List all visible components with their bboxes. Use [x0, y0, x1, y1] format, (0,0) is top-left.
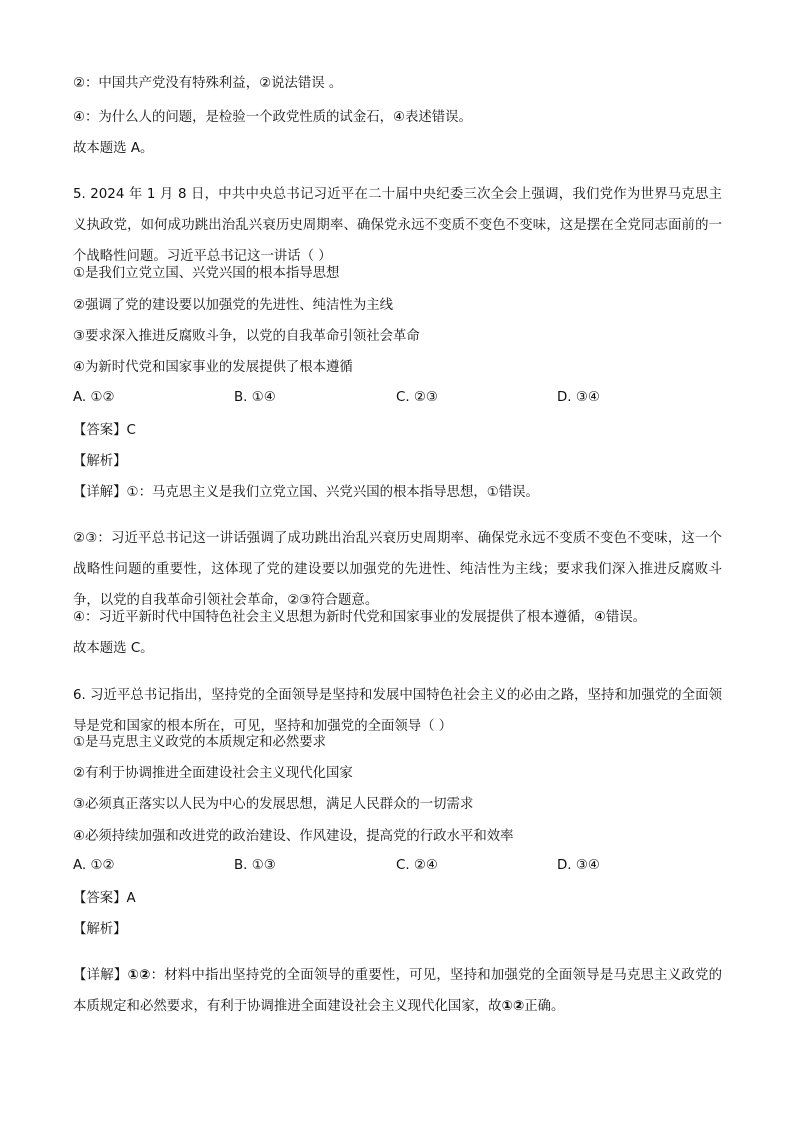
answer-label: 【答案】C [73, 423, 136, 438]
detail-paragraph: ②③：习近平总书记这一讲话强调了成功跳出治乱兴衰历史周期率、确保党永远不变质不变色不变味，这一个战略性问题的重要性，这体现了党的建设要以加强党的先进性、纯洁性为主线；要求我们深入推进反腐败斗争，以党的自我革命引领社会革命，②③符合题意。 [73, 531, 722, 609]
detail-prefix: 【详解】 [73, 968, 128, 984]
question-6-choice: ④必须持续加强和改进党的政治建设、作风建设，提高党的行政水平和效率 [73, 829, 514, 844]
detail-line: ④：习近平新时代中国特色社会主义思想为新时代党和国家事业的发展提供了根本遵循，④错误。 [73, 610, 647, 625]
question-5-choice: ②强调了党的建设要以加强党的先进性、纯洁性为主线 [73, 298, 393, 313]
conclusion-line: 故本题选 C。 [73, 641, 154, 656]
question-5-choice: ④为新时代党和国家事业的发展提供了根本遵循 [73, 360, 353, 375]
option-c: C. ②③ [396, 390, 438, 405]
option-d: D. ③④ [557, 858, 600, 873]
question-5-options [73, 390, 723, 410]
question-6-choice: ①是马克思主义政党的本质规定和必然要求 [73, 735, 327, 750]
option-b: B. ①④ [234, 390, 276, 405]
question-6-options [73, 858, 723, 878]
option-b: B. ①③ [234, 858, 276, 873]
option-c: C. ②④ [396, 858, 438, 873]
detail-end: 正确。 [524, 999, 565, 1015]
question-5-choice: ①是我们立党立国、兴党兴国的根本指导思想 [73, 266, 340, 281]
text-line: ④：为什么人的问题，是检验一个政党性质的试金石，④表述错误。 [73, 110, 472, 125]
text-line: ②：中国共产党没有特殊利益，②说法错误 。 [73, 76, 343, 91]
option-a: A. ①② [73, 390, 115, 405]
detail-paragraph [73, 960, 722, 1022]
answer-label: 【答案】A [73, 891, 136, 906]
detail-bold-marker: ①② [127, 968, 151, 984]
detail-line: 【详解】①：马克思主义是我们立党立国、兴党兴国的根本指导思想，①错误。 [73, 485, 539, 500]
question-6-stem: 6. 习近平总书记指出，坚持党的全面领导是坚持和发展中国特色社会主义的必由之路，坚持和加强党的全面领导是党和国家的根本所在，可见，坚持和加强党的全面领导（ ） [73, 688, 722, 735]
question-5-choice: ③要求深入推进反腐败斗争，以党的自我革命引领社会革命 [73, 329, 420, 344]
text-line: 故本题选 A。 [73, 141, 154, 156]
analysis-label: 【解析】 [73, 454, 127, 469]
option-a: A. ①② [73, 858, 115, 873]
detail-body: ：材料中指出坚持党的全面领导的重要性，可见，坚持和加强党的全面领导是马克思主义政党的本质规定和必然要求，有利于协调推进全面建设社会主义现代化国家，故 [73, 968, 723, 1015]
question-5-stem: 5. 2024 年 1 月 8 日，中共中央总书记习近平在二十届中央纪委三次全会上强调，我们党作为世界马克思主义执政党，如何成功跳出治乱兴衰历史周期率、确保党永远不变质不变色不变味，这是摆在全党同志面前的一个战略性问题。习近平总书记这一讲话（ ） [73, 187, 722, 265]
option-d: D. ③④ [557, 390, 600, 405]
analysis-label: 【解析】 [73, 922, 127, 937]
question-6-choice: ③必须真正落实以人民为中心的发展思想，满足人民群众的一切需求 [73, 797, 474, 812]
question-6-choice: ②有利于协调推进全面建设社会主义现代化国家 [73, 766, 353, 781]
detail-bold-marker: ①② [501, 999, 525, 1015]
